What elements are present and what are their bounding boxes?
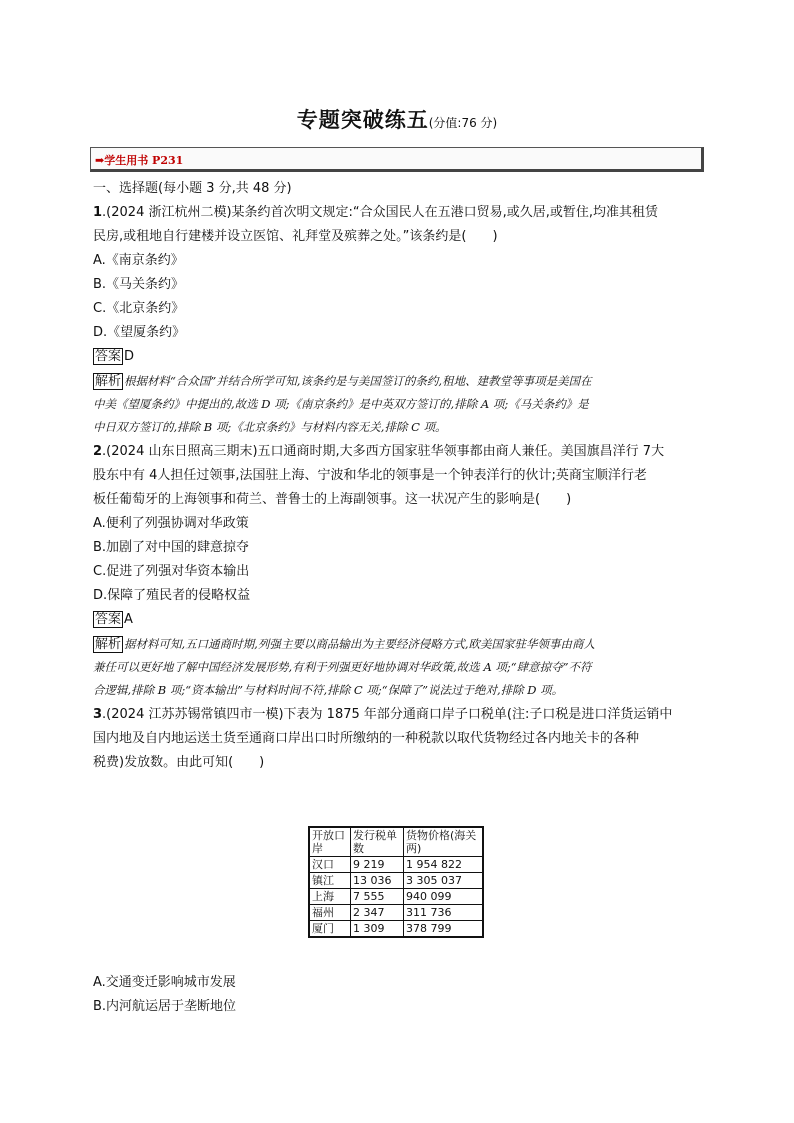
table-header-row	[309, 827, 483, 857]
table-cell: 上海	[309, 889, 351, 905]
q2-stem-line-2: 股东中有 4人担任过领事,法国驻上海、宁波和华北的领事是一个钟表洋行的伙计;英商宝顺洋行老	[93, 468, 647, 483]
q2-stem-line-3: 板任葡萄牙的上海领事和荷兰、普鲁士的上海副领事。这一状况产生的影响是( )	[93, 492, 572, 507]
table-row	[309, 857, 483, 873]
q1-analysis-line-1: 解析 根据材料“合众国”并结合所学可知,该条约是与美国签订的条约,租地、建教堂等事项是美国在	[95, 374, 592, 389]
table-cell: 镇江	[309, 873, 351, 889]
table-cell: 9 219	[351, 857, 404, 873]
q2-number: 2	[93, 444, 103, 459]
title-score: (分值:76 分)	[428, 116, 498, 130]
analysis-tag: 解析	[95, 637, 122, 652]
q3-option-b[interactable]: B.内河航运居于垄断地位	[93, 999, 237, 1014]
q1-option-b[interactable]: B.《马关条约》	[93, 277, 185, 292]
q2-answer-value: A	[124, 612, 133, 627]
q1-analysis-line-3: 中日双方签订的,排除 B 项;《北京条约》与材料内容无关,排除 C 项。	[93, 420, 447, 434]
table-cell: 2 347	[351, 905, 404, 921]
q2-analysis-line-3: 合逻辑,排除 B 项;“资本输出”与材料时间不符,排除 C 项;“保障了”说法过于绝对,排除 D 项。	[93, 683, 564, 697]
q1-option-c[interactable]: C.《北京条约》	[93, 301, 185, 316]
title-main: 专题突破练五	[296, 108, 429, 132]
q2-analysis-line-1: 解析 据材料可知,五口通商时期,列强主要以商品输出为主要经济侵略方式,欧美国家驻华领事由商人	[95, 637, 595, 652]
table-cell: 厦门	[309, 921, 351, 938]
q3-number: 3	[93, 707, 103, 722]
q2-option-c[interactable]: C.促进了列强对华资本输出	[93, 564, 250, 579]
table-cell: 378 799	[404, 921, 484, 938]
table-header-cell: 开放口岸	[309, 827, 351, 857]
table-row	[309, 921, 483, 938]
q1-analysis-line-2: 中美《望厦条约》中提出的,故选 D 项;《南京条约》是中英双方签订的,排除 A 项;《马关条约》是	[93, 397, 589, 411]
q1-answer-value: D	[124, 349, 135, 364]
table-cell: 福州	[309, 905, 351, 921]
page-title	[0, 104, 794, 134]
table-cell: 3 305 037	[404, 873, 484, 889]
q2-option-d[interactable]: D.保障了殖民者的侵略权益	[93, 588, 251, 603]
answer-tag: 答案	[95, 349, 122, 364]
q1-option-a[interactable]: A.《南京条约》	[93, 253, 184, 268]
q2-stem-line-1: 2.(2024 山东日照高三期末)五口通商时期,大多西方国家驻华领事都由商人兼任。美国旗昌洋行 7大	[93, 444, 665, 459]
analysis-tag: 解析	[95, 374, 122, 389]
student-book-banner	[90, 147, 704, 172]
q1-stem-line-1: 1.(2024 浙江杭州二模)某条约首次明文规定:“合众国民人在五港口贸易,或久居,或暂住,均准其租赁	[93, 205, 659, 220]
q1-number: 1	[93, 205, 103, 220]
q2-option-b[interactable]: B.加剧了对中国的肆意掠夺	[93, 540, 250, 555]
tax-receipt-table	[308, 826, 484, 938]
q3-stem-line-3: 税费)发放数。由此可知( )	[93, 755, 265, 770]
q2-analysis-line-2: 兼任可以更好地了解中国经济发展形势,有利于列强更好地协调对华政策,故选 A 项;“肆意掠夺”不符	[93, 660, 592, 674]
table-cell: 13 036	[351, 873, 404, 889]
q3-option-a[interactable]: A.交通变迁影响城市发展	[93, 975, 236, 990]
q1-answer	[93, 349, 134, 365]
table-row	[309, 889, 483, 905]
q2-answer	[93, 612, 133, 628]
table-header-cell: 发行税单数	[351, 827, 404, 857]
section-heading: 一、选择题(每小题 3 分,共 48 分)	[93, 181, 292, 196]
table-cell: 汉口	[309, 857, 351, 873]
table-cell: 940 099	[404, 889, 484, 905]
table-cell: 311 736	[404, 905, 484, 921]
q3-stem-line-2: 国内地及自内地运送土货至通商口岸出口时所缴纳的一种税款以取代货物经过各内地关卡的各种	[93, 731, 640, 746]
q3-stem-line-1: 3.(2024 江苏苏锡常镇四市一模)下表为 1875 年部分通商口岸子口税单(注:子口税是进口洋货运销中	[93, 707, 673, 722]
table-row	[309, 873, 483, 889]
table-header-cell: 货物价格(海关两)	[404, 827, 484, 857]
q2-option-a[interactable]: A.便利了列强协调对华政策	[93, 516, 249, 531]
table-cell: 1 309	[351, 921, 404, 938]
q1-stem-line-2: 民房,或租地自行建楼并设立医馆、礼拜堂及殡葬之处。”该条约是( )	[93, 229, 498, 244]
table-row	[309, 905, 483, 921]
answer-tag: 答案	[95, 612, 122, 627]
q1-option-d[interactable]: D.《望厦条约》	[93, 325, 186, 340]
table-cell: 7 555	[351, 889, 404, 905]
table-cell: 1 954 822	[404, 857, 484, 873]
student-book-link[interactable]: ➡学生用书 P231	[95, 154, 184, 167]
